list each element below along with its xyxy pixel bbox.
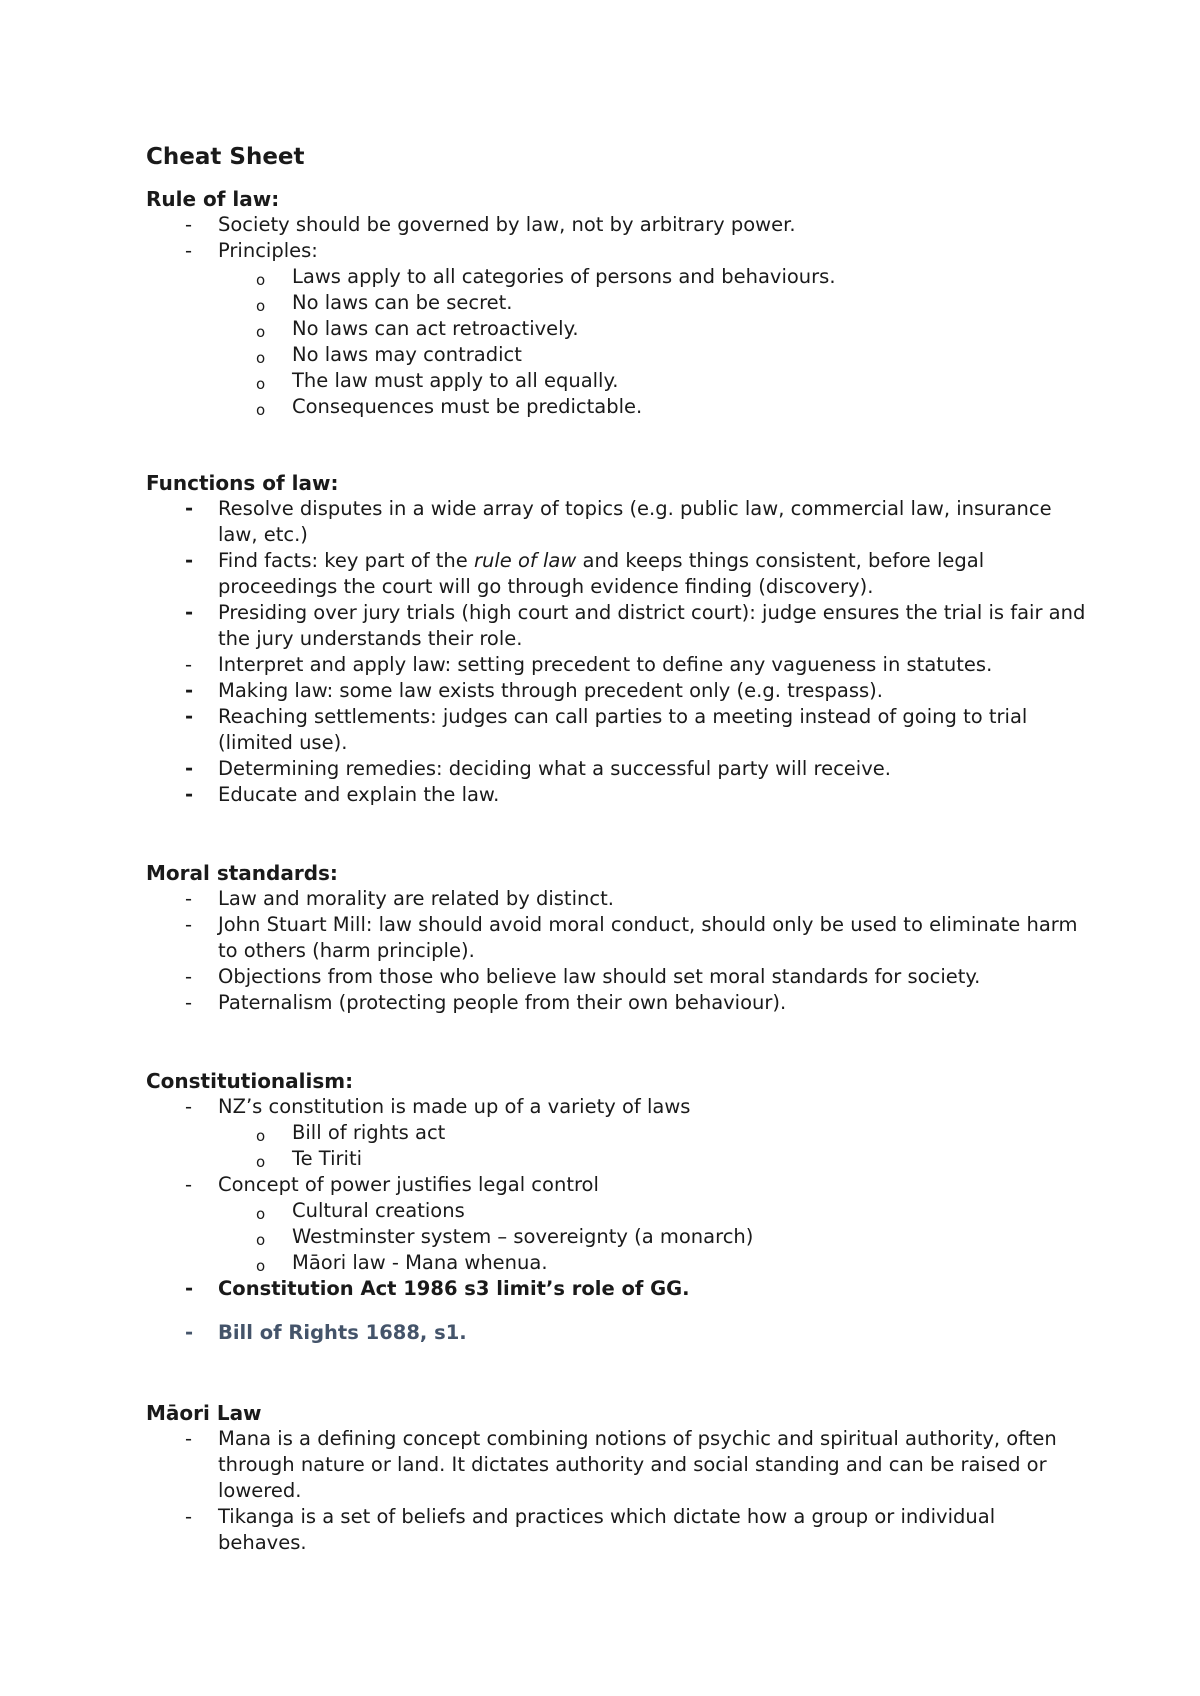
section-heading: Functions of law:	[146, 471, 339, 495]
dash-bullet: -	[185, 757, 194, 780]
circle-bullet: o	[256, 271, 266, 289]
list-item	[146, 886, 1086, 912]
item-text: Laws apply to all categories of persons and behaviours.	[292, 265, 836, 288]
item-text: Paternalism (protecting people from their own behaviour).	[218, 991, 787, 1014]
item-text: Find facts: key part of the	[218, 549, 474, 572]
section-functions-of-law	[146, 470, 1086, 808]
item-text: Interpret and apply law: setting precedent to define any vagueness in statutes.	[218, 653, 993, 676]
sub-list-item	[146, 1198, 1086, 1224]
dash-bullet: -	[185, 549, 194, 572]
section-rule-of-law	[146, 186, 1086, 420]
dash-bullet: -	[185, 239, 193, 262]
circle-bullet: o	[256, 375, 266, 393]
dash-bullet: -	[185, 887, 193, 910]
sub-list-item	[146, 264, 1086, 290]
item-text: Constitution Act 1986 s3 limit’s role of GG.	[218, 1277, 690, 1300]
list-item	[146, 1426, 1086, 1504]
item-text: John Stuart Mill: law should avoid moral conduct, should only be used to eliminate harm to others (harm principle).	[218, 913, 1078, 962]
circle-bullet: o	[256, 297, 266, 315]
sub-list-item	[146, 368, 1086, 394]
item-text: Objections from those who believe law should set moral standards for society.	[218, 965, 981, 988]
circle-bullet: o	[256, 1205, 266, 1223]
circle-bullet: o	[256, 401, 266, 419]
list-item	[146, 1094, 1086, 1120]
sub-list-item	[146, 342, 1086, 368]
item-text: Westminster system – sovereignty (a monarch)	[292, 1225, 754, 1248]
item-text: Making law: some law exists through precedent only (e.g. trespass).	[218, 679, 883, 702]
dash-bullet: -	[185, 783, 194, 806]
dash-bullet: -	[185, 679, 194, 702]
dash-bullet: -	[185, 601, 194, 624]
list-item	[146, 1504, 1086, 1556]
dash-bullet: -	[185, 991, 193, 1014]
dash-bullet: -	[185, 1427, 193, 1450]
list-item	[146, 964, 1086, 990]
sub-list-item	[146, 1224, 1086, 1250]
item-text: Māori law - Mana whenua.	[292, 1251, 548, 1274]
circle-bullet: o	[256, 323, 266, 341]
circle-bullet: o	[256, 1231, 266, 1249]
sub-list-item	[146, 394, 1086, 420]
item-text: No laws may contradict	[292, 343, 522, 366]
list-item	[146, 756, 1086, 782]
item-text: Consequences must be predictable.	[292, 395, 643, 418]
section-heading: Moral standards:	[146, 861, 338, 885]
circle-bullet: o	[256, 349, 266, 367]
circle-bullet: o	[256, 1153, 266, 1171]
section-constitutionalism	[146, 1068, 1086, 1346]
sub-list-item	[146, 1146, 1086, 1172]
dash-bullet: -	[185, 1277, 194, 1300]
dash-bullet: -	[185, 965, 193, 988]
item-text: Mana is a defining concept combining notions of psychic and spiritual authority, often through nature or land. It dictates authority and social standing and can be raised or lowered.	[218, 1427, 1057, 1502]
italic-term: rule of law	[473, 549, 577, 572]
dash-bullet: -	[185, 213, 193, 236]
item-text: No laws can be secret.	[292, 291, 513, 314]
dash-bullet: -	[185, 913, 193, 936]
item-text: Cultural creations	[292, 1199, 465, 1222]
item-text: Bill of Rights 1688, s1.	[218, 1321, 467, 1344]
page-title: Cheat Sheet	[146, 144, 305, 170]
list-item	[146, 782, 1086, 808]
item-text: NZ’s constitution is made up of a variety of laws	[218, 1095, 691, 1118]
item-text: Te Tiriti	[292, 1147, 363, 1170]
list-item	[146, 678, 1086, 704]
dash-bullet: -	[185, 653, 193, 676]
item-text: Society should be governed by law, not by arbitrary power.	[218, 213, 796, 236]
item-text: Concept of power justifies legal control	[218, 1173, 599, 1196]
item-text: No laws can act retroactively.	[292, 317, 579, 340]
dash-bullet: -	[185, 705, 194, 728]
item-text: Law and morality are related by distinct.	[218, 887, 614, 910]
list-item	[146, 600, 1086, 652]
item-text: The law must apply to all equally.	[292, 369, 619, 392]
item-text: and keeps things consistent, before legal proceedings the court will go through evidence finding (discovery).	[218, 549, 985, 598]
item-text: Tikanga is a set of beliefs and practices which dictate how a group or individual behaves.	[218, 1505, 996, 1554]
list-item	[146, 652, 1086, 678]
list-item	[146, 238, 1086, 264]
dash-bullet: -	[185, 1321, 194, 1344]
item-text: Principles:	[218, 239, 318, 262]
circle-bullet: o	[256, 1257, 266, 1275]
list-item	[146, 1172, 1086, 1198]
list-item	[146, 1320, 1086, 1346]
list-item	[146, 548, 1086, 600]
item-text: Resolve disputes in a wide array of topics (e.g. public law, commercial law, insurance law, etc.)	[218, 497, 1052, 546]
section-maori-law	[146, 1400, 1086, 1556]
sub-list-item	[146, 290, 1086, 316]
item-text: Determining remedies: deciding what a successful party will receive.	[218, 757, 891, 780]
dash-bullet: -	[185, 1505, 193, 1528]
list-item	[146, 990, 1086, 1016]
section-heading: Māori Law	[146, 1401, 262, 1425]
list-item	[146, 212, 1086, 238]
dash-bullet: -	[185, 1095, 193, 1118]
item-text: Educate and explain the law.	[218, 783, 500, 806]
section-heading: Constitutionalism:	[146, 1069, 354, 1093]
list-item	[146, 912, 1086, 964]
dash-bullet: -	[185, 1173, 193, 1196]
list-item	[146, 496, 1086, 548]
list-item	[146, 704, 1086, 756]
item-text: Bill of rights act	[292, 1121, 446, 1144]
section-heading: Rule of law:	[146, 187, 280, 211]
item-text: Presiding over jury trials (high court and district court): judge ensures the trial is fair and the jury understands their role.	[218, 601, 1086, 650]
sub-list-item	[146, 316, 1086, 342]
sub-list-item	[146, 1120, 1086, 1146]
list-item	[146, 1276, 1086, 1302]
circle-bullet: o	[256, 1127, 266, 1145]
sub-list-item	[146, 1250, 1086, 1276]
section-moral-standards	[146, 860, 1086, 1016]
dash-bullet: -	[185, 497, 194, 520]
item-text: Reaching settlements: judges can call parties to a meeting instead of going to trial (limited use).	[218, 705, 1028, 754]
